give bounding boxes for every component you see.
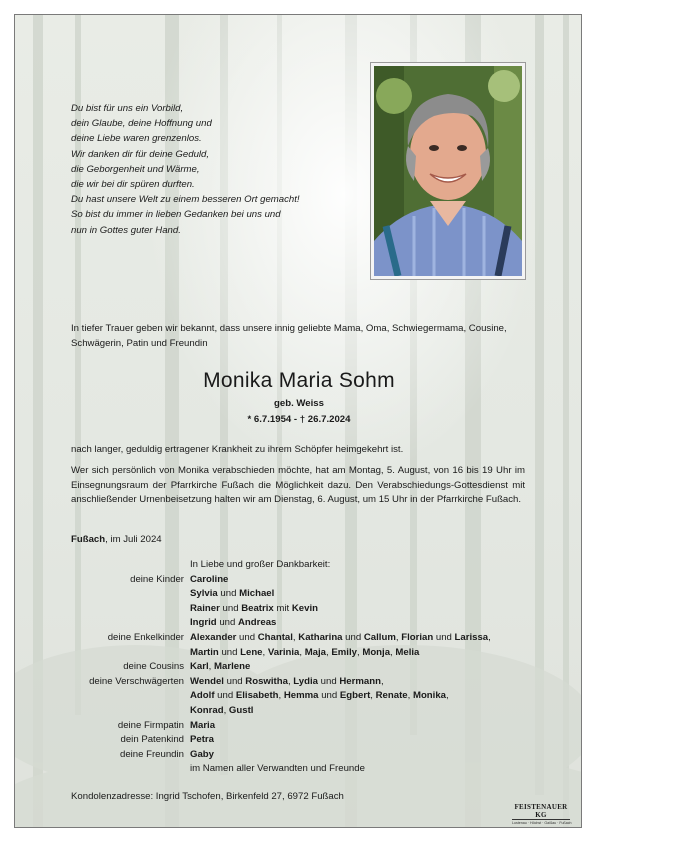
- mourner-name: Hemma: [283, 690, 319, 702]
- mourner-name: Sylvia: [190, 588, 218, 600]
- mourner-names: [190, 587, 274, 602]
- mourner-name: Varinia: [267, 646, 300, 658]
- place-date-text: , im Juli 2024: [105, 534, 162, 545]
- mourner-name: Ingrid: [190, 617, 217, 629]
- mourner-row: [15, 631, 582, 646]
- poem-line: Wir danken dir für deine Geduld,: [71, 148, 210, 160]
- mourner-names: [190, 719, 215, 734]
- mourner-name: Maja: [304, 646, 327, 658]
- connector-text: ,: [380, 675, 384, 687]
- passing-text: nach langer, geduldig ertragener Krankheit zu ihrem Schöpfer heimgekehrt ist.: [71, 444, 404, 455]
- relation-label: deine Freundin: [119, 748, 184, 760]
- mourner-row: [15, 733, 582, 748]
- mourner-row: [15, 573, 582, 588]
- mourner-name: Larissa: [454, 631, 489, 643]
- mourner-name: Egbert: [339, 690, 371, 702]
- relation-label: dein Patenkind: [120, 734, 184, 746]
- mourner-name: Rainer: [190, 602, 220, 614]
- mourner-name: Andreas: [238, 617, 277, 629]
- mourner-name: Caroline: [190, 573, 229, 585]
- farewell-details: Wer sich persönlich von Monika verabschieden möchte, hat am Montag, 5. August, von 16 bis 19 Uhr im Einsegnungsraum der Pfarrkirche Fußach die Möglichkeit dazu. Den Verabschiedungs-Gottesdienst mit anschließender Urnenbeisetzung halten wir am Dienstag, 6. August, um 15 Uhr in der Pfarrkirche Fußach.: [71, 465, 525, 505]
- mourner-name: Renate: [375, 690, 408, 702]
- connector-text: ,: [287, 675, 294, 687]
- mourner-row: [15, 704, 582, 719]
- relation-label: deine Firmpatin: [117, 719, 184, 731]
- obituary-page: [14, 14, 582, 828]
- relation-label: deine Kinder: [130, 573, 184, 585]
- poem-line: Du hast unsere Welt zu einem besseren Ort gemacht!: [71, 194, 300, 206]
- relation-label: deine Enkelkinder: [107, 631, 184, 643]
- connector-text: und: [318, 690, 340, 702]
- mourner-name: Florian: [401, 631, 434, 643]
- connector-text: und: [433, 631, 455, 643]
- mourner-name: Wendel: [190, 675, 224, 687]
- mourner-name: Gustl: [228, 704, 254, 716]
- mourner-name: Katharina: [298, 631, 343, 643]
- mourner-name: Hermann: [339, 675, 381, 687]
- relation-label: deine Cousins: [123, 661, 184, 673]
- mourner-names: [190, 573, 228, 588]
- mourner-name: Callum: [363, 631, 396, 643]
- mourner-name: Petra: [190, 734, 214, 746]
- life-dates: * 6.7.1954 - † 26.7.2024: [247, 414, 351, 425]
- birth-name: geb. Weiss: [274, 398, 324, 409]
- connector-text: ,: [395, 631, 402, 643]
- place-date: [71, 534, 162, 545]
- connector-text: ,: [370, 690, 376, 702]
- connector-text: ,: [488, 631, 491, 643]
- announcement-intro: In tiefer Trauer geben wir bekannt, dass unsere innig geliebte Mama, Oma, Schwiegermama, Cousine, Schwägerin, Patin und Freundin: [71, 323, 507, 349]
- connector-text: und: [217, 588, 240, 600]
- connector-text: und: [216, 617, 238, 629]
- mourner-name: Emily: [331, 646, 357, 658]
- mourner-names: [190, 704, 253, 719]
- poem-line: Du bist für uns ein Vorbild,: [71, 103, 184, 114]
- mourner-names: [190, 646, 419, 661]
- mourner-name: Martin: [190, 646, 219, 658]
- mourner-names: [190, 616, 276, 631]
- mourner-name: Lydia: [293, 675, 318, 687]
- connector-text: ,: [407, 690, 413, 702]
- poem-line: nun in Gottes guter Hand.: [71, 224, 181, 236]
- poem-line: deine Liebe waren grenzenlos.: [71, 133, 202, 145]
- mourner-name: Maria: [190, 719, 216, 731]
- funeral-home-logo: [512, 803, 572, 825]
- poem-line: So bist du immer in lieben Gedanken bei uns und: [71, 209, 281, 221]
- poem-line: die wir bei dir spüren durften.: [71, 179, 195, 191]
- mourner-row: [15, 616, 582, 631]
- connector-text: und: [214, 690, 236, 702]
- mourner-name: Alexander: [190, 631, 237, 643]
- mourner-names: [190, 631, 491, 646]
- connector-text: und: [236, 631, 258, 643]
- mourner-names: [190, 675, 384, 690]
- connector-text: und: [218, 646, 241, 658]
- connector-text: ,: [356, 646, 363, 658]
- connector-text: ,: [278, 690, 284, 702]
- mourner-row: [15, 675, 582, 690]
- connector-text: und: [223, 675, 246, 687]
- connector-text: mit: [273, 602, 292, 614]
- mourner-row: [15, 748, 582, 763]
- mourner-name: Marlene: [214, 661, 251, 673]
- mourner-name: Karl: [190, 661, 209, 673]
- connector-text: und: [318, 675, 340, 687]
- mourner-row: [15, 719, 582, 734]
- gratitude-text: In Liebe und großer Dankbarkeit:: [190, 559, 331, 570]
- connector-text: im Namen aller Verwandten und Freunde: [190, 763, 365, 775]
- mourner-row: [15, 602, 582, 617]
- connector-text: ,: [299, 646, 305, 658]
- mourner-row: [15, 587, 582, 602]
- mourner-row: [15, 646, 582, 661]
- mourner-name: Roswitha: [245, 675, 288, 687]
- mourner-name: Adolf: [190, 690, 215, 702]
- mourner-row: [15, 660, 582, 675]
- mourner-names: [190, 689, 449, 704]
- mourner-name: Melia: [395, 646, 420, 658]
- mourner-name: Beatrix: [241, 602, 274, 614]
- mourner-row: [15, 762, 582, 777]
- mourner-name: Lene: [240, 646, 263, 658]
- connector-text: ,: [446, 690, 449, 702]
- mourner-name: Michael: [239, 588, 275, 600]
- relation-label: deine Verschwägerten: [89, 675, 184, 687]
- mourner-names: [190, 660, 250, 675]
- connector-text: ,: [208, 661, 215, 673]
- poem-line: dein Glaube, deine Hoffnung und: [71, 118, 212, 130]
- deceased-name: Monika Maria Sohm: [203, 369, 395, 392]
- connector-text: ,: [223, 704, 229, 716]
- connector-text: ,: [326, 646, 332, 658]
- mourner-name: Monja: [362, 646, 391, 658]
- mourner-name: Kevin: [291, 602, 318, 614]
- portrait-photo: [371, 63, 525, 279]
- connector-text: ,: [390, 646, 396, 658]
- connector-text: ,: [262, 646, 268, 658]
- poem-line: die Geborgenheit und Wärme,: [71, 163, 200, 175]
- condolence-address: Kondolenzadresse: Ingrid Tschofen, Birkenfeld 27, 6972 Fußach: [71, 791, 344, 802]
- logo-subtitle: Lustenau · Höchst · Gaißau · Fußach: [512, 821, 572, 825]
- mourners-list: [15, 558, 582, 777]
- mourner-name: Elisabeth: [235, 690, 279, 702]
- mourner-row: [15, 689, 582, 704]
- mourner-name: Gaby: [190, 748, 214, 760]
- gratitude-row: [15, 558, 582, 573]
- poem: [71, 101, 300, 238]
- connector-text: und: [342, 631, 364, 643]
- logo-brand: FEISTENAUER KG: [512, 803, 570, 820]
- mourner-name: Monika: [412, 690, 447, 702]
- mourner-name: Chantal: [257, 631, 293, 643]
- connector-text: ,: [292, 631, 299, 643]
- connector-text: und: [219, 602, 242, 614]
- mourner-name: Konrad: [190, 704, 224, 716]
- mourner-names: [190, 602, 318, 617]
- mourner-names: [190, 748, 214, 763]
- mourner-names: [190, 762, 365, 777]
- mourner-names: [190, 733, 214, 748]
- place-town: Fußach: [71, 534, 106, 545]
